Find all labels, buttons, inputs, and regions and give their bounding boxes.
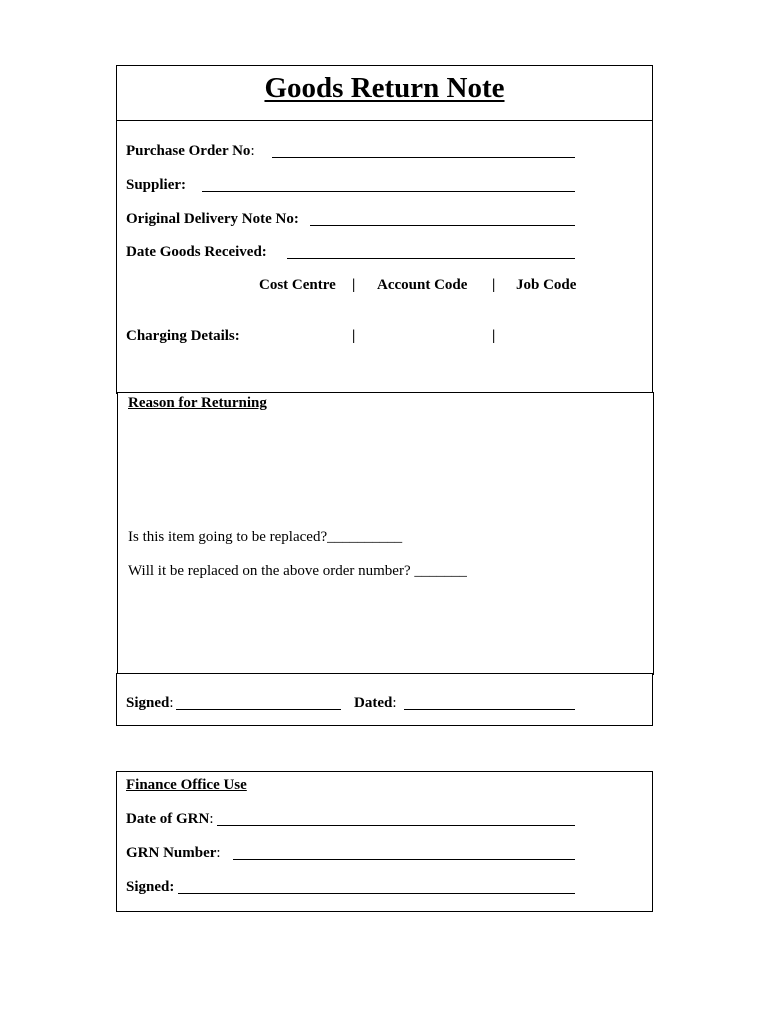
purchase-order-label: Purchase Order No (126, 143, 251, 159)
signed-label-group (126, 695, 174, 712)
dated-label-group (354, 695, 397, 712)
reason-section (117, 392, 654, 675)
charging-details-label: Charging Details: (126, 328, 240, 344)
reason-heading: Reason for Returning (128, 395, 267, 411)
column-separator: | (352, 277, 356, 293)
grn-number-label-group (126, 845, 221, 862)
dated-label: Dated (354, 695, 393, 711)
grn-number-field[interactable] (233, 859, 575, 860)
order-details-section (116, 120, 653, 394)
dated-field[interactable] (404, 709, 575, 710)
purchase-order-colon: : (250, 143, 255, 159)
account-code-header: Account Code (377, 277, 468, 293)
grn-number-label: GRN Number (126, 845, 217, 861)
delivery-note-field[interactable] (310, 225, 575, 226)
job-code-header: Job Code (516, 277, 577, 293)
dated-colon: : (392, 695, 397, 711)
signed-label: Signed (126, 695, 170, 711)
delivery-note-label: Original Delivery Note No: (126, 211, 299, 227)
column-separator: | (352, 328, 356, 344)
purchase-order-field[interactable] (272, 157, 575, 158)
purchase-order-label-group (126, 143, 255, 160)
supplier-label: Supplier: (126, 177, 187, 193)
replaced-question: Is this item going to be replaced?__________ (128, 529, 403, 545)
date-of-grn-field[interactable] (217, 825, 575, 826)
cost-centre-header: Cost Centre (259, 277, 336, 293)
column-separator: | (492, 328, 496, 344)
form-title: Goods Return Note (264, 72, 505, 104)
date-of-grn-colon: : (209, 811, 214, 827)
finance-signed-field[interactable] (178, 893, 575, 894)
date-received-label: Date Goods Received: (126, 244, 267, 260)
signoff-section (116, 673, 653, 726)
column-separator: | (492, 277, 496, 293)
signed-colon: : (169, 695, 174, 711)
same-order-question: Will it be replaced on the above order number? _______ (128, 563, 467, 579)
finance-heading: Finance Office Use (126, 777, 247, 793)
date-of-grn-label: Date of GRN (126, 811, 210, 827)
supplier-field[interactable] (202, 191, 575, 192)
title-box (116, 65, 653, 121)
date-of-grn-label-group (126, 811, 214, 828)
signed-field[interactable] (176, 709, 341, 710)
finance-signed-label: Signed: (126, 879, 175, 895)
finance-office-section (116, 771, 653, 912)
grn-number-colon: : (216, 845, 221, 861)
date-received-field[interactable] (287, 258, 575, 259)
